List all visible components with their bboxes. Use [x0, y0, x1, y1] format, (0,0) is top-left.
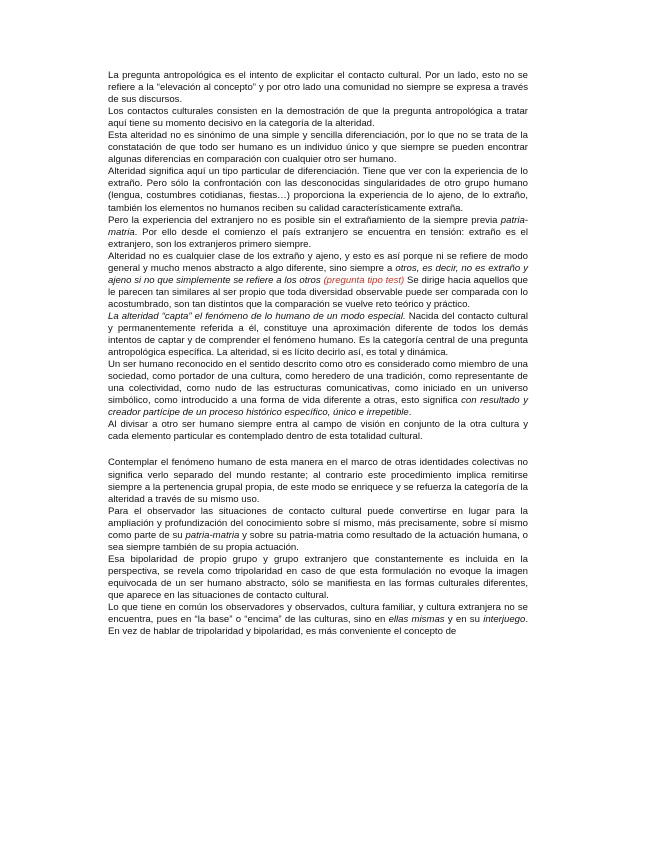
- paragraph-1: [108, 70, 528, 106]
- paragraph-5: [108, 215, 528, 251]
- text-run: Alteridad no es cualquier clase de los extraño y ajeno, y esto es así porque ni se refiere de modo general y mucho menos abstracto a algo diferente, sino siempre a: [108, 250, 528, 274]
- paragraph-9: [108, 419, 528, 443]
- text-run: Nacida del contacto cultural y permanentemente referida a él, constituye una aproximación diferente de todos los demás intentos de captar y de comprender el fenómeno humano. Es la categoría central de una pregunta antropológica específica. La alteridad, si es lícito decirlo así, es total y dinámica.: [108, 310, 528, 359]
- italic-run: otros, es decir, no es extraño y ajeno si no que simplemente se refiere a los otros: [108, 262, 528, 286]
- text-run: y sobre su patria-matria como resultado de la actuación humana, o sea siempre también de su propia actuación.: [108, 529, 528, 553]
- paragraph-6: [108, 251, 528, 311]
- document-page: [108, 70, 528, 638]
- paragraph-4: [108, 166, 528, 214]
- text-run: Un ser humano reconocido en el sentido descrito como otro es considerado como miembro de una sociedad, como portador de una cultura, como heredero de una tradición, como representante de una colectividad, como nudo de las estructuras comunicativas, como iniciado en un universo simbólico, como introducido a una forma de vida diferente a otras, esto significa: [108, 359, 528, 407]
- paragraph-3: [108, 130, 528, 166]
- paragraph-8: [108, 359, 528, 419]
- text-run: Lo que tiene en común los observadores y observados, cultura familiar, y cultura extranjera no se encuentra, pues en “la base” o “encima” de las culturas, sino en: [108, 602, 528, 626]
- text-run: Los contactos culturales consisten en la demostración de que la pregunta antropológica a tratar aquí tiene su momento decisivo en la categoría de la alteridad.: [108, 106, 528, 130]
- italic-run: patria-matria: [108, 214, 528, 238]
- paragraph-13: [108, 602, 528, 638]
- italic-run: ellas mismas: [388, 614, 445, 626]
- text-run: Se dirige hacia aquellos que le parecen tan similares al ser propio que toda diversidad observable puede ser comparada con lo acostumbrado, son tan distintos que la comparación se vuelve reto teórico y práctico.: [108, 274, 528, 310]
- italic-run: patria-matria: [185, 529, 240, 541]
- test-question-note: (pregunta tipo test): [323, 274, 405, 286]
- text-run: y en su: [444, 614, 484, 626]
- text-run: Para el observador las situaciones de contacto cultural puede convertirse en lugar para la ampliación y profundización del conocimiento sobre sí mismo, más precisamente, sobre sí mismo como parte de su: [108, 505, 528, 541]
- paragraph-2: [108, 106, 528, 130]
- italic-run: interjuego: [483, 614, 526, 626]
- text-run: La pregunta antropológica es el intento de explicitar el contacto cultural. Por un lado, esto no se refiere a la “elevación al concepto” y por otro lado una comunidad no siempre se expresa a través de sus discursos.: [108, 70, 528, 106]
- text-run: Al divisar a otro ser humano siempre entra al campo de visión en conjunto de la otra cultura y cada elemento particular es contemplado dentro de esta totalidad cultural.: [108, 419, 528, 443]
- text-run: Pero la experiencia del extranjero no es posible sin el extrañamiento de la siempre previa: [108, 214, 501, 226]
- text-run: Alteridad significa aquí un tipo particular de diferenciación. Tiene que ver con la experiencia de lo extraño. Pero sólo la confrontación con las desconocidas singularidades de otro grupo humano (lengua, costumbres cotidianas, fiestas…) proporciona la experiencia de lo ajeno, de lo extraño, también los elementos no humanos reciben su calidad característicamente extraña.: [108, 166, 528, 214]
- text-run: Esta alteridad no es sinónimo de una simple y sencilla diferenciación, por lo que no se trata de la constatación de que todo ser humano es un individuo único y que siempre se pueden encontrar algunas diferencias en comparación con cualquier otro ser humano.: [108, 130, 528, 166]
- text-run: Contemplar el fenómeno humano de esta manera en el marco de otras identidades colectivas no significa verlo separado del mundo restante; al contrario este procedimiento implica remitirse siempre a la pertenencia grupal propia, de este modo se enriquece y se refuerza la categoría de la alteridad a través de su mismo uso.: [108, 457, 528, 505]
- paragraph-10: [108, 457, 528, 505]
- text-run: . En vez de hablar de tripolaridad y bipolaridad, es más conveniente el concepto de: [108, 614, 528, 638]
- text-run: . Por ello desde el comienzo el país extranjero se encuentra en tensión: extraño es el extranjero, son los extranjeros primero siempre.: [108, 226, 528, 250]
- paragraph-7: [108, 311, 528, 359]
- paragraph-11: [108, 506, 528, 554]
- italic-run: La alteridad “capta” el fenómeno de lo humano de un modo especial.: [108, 310, 406, 322]
- italic-run: con resultado y creador partícipe de un proceso histórico específico, único e irrepetible: [108, 395, 529, 419]
- text-run: .: [408, 407, 412, 419]
- text-run: Esa bipolaridad de propio grupo y grupo extranjero que constantemente es incluida en la perspectiva, se revela como tripolaridad en caso de que esta formulación no evoque la imagen equivocada de un ser humano abstracto, sólo se manifiesta en las formas culturales diferentes, que aparece en las situaciones de contacto cultural.: [108, 553, 528, 601]
- paragraph-12: [108, 554, 528, 602]
